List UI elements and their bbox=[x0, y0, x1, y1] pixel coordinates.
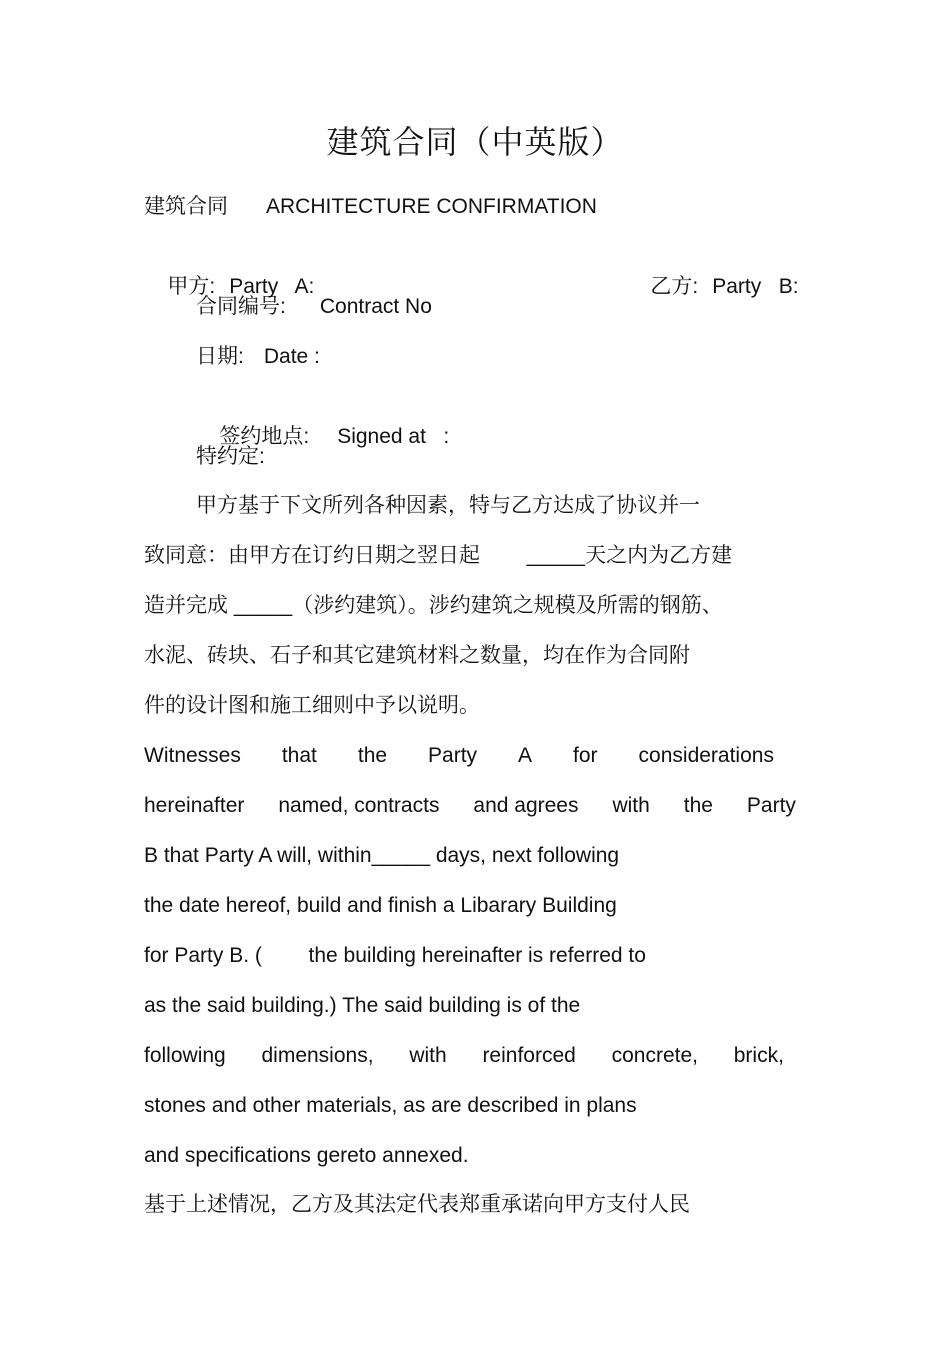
en-paragraph-line: B that Party A will, within_____ days, next following bbox=[144, 844, 620, 867]
en-word: with bbox=[612, 794, 650, 817]
en-word: dimensions, bbox=[261, 1044, 374, 1067]
en-word: named, contracts bbox=[278, 794, 440, 817]
special-terms-label: 特约定: bbox=[196, 445, 265, 468]
en-word: the bbox=[357, 744, 388, 767]
en-word: reinforced bbox=[482, 1044, 576, 1067]
en-paragraph-line: the date hereof, build and finish a Libarary Building bbox=[144, 894, 617, 917]
en-word: that bbox=[281, 744, 317, 767]
party-b-line bbox=[627, 242, 799, 332]
header-en: ARCHITECTURE CONFIRMATION bbox=[266, 195, 597, 218]
en-paragraph-line: stones and other materials, as are described in plans bbox=[144, 1094, 637, 1117]
party-b-en: Party B: bbox=[712, 275, 799, 298]
en-paragraph-line: as the said building.) The said building is of the bbox=[144, 994, 581, 1017]
en-word: following bbox=[144, 1044, 226, 1067]
en-paragraph-line bbox=[144, 791, 796, 821]
en-word: hereinafter bbox=[144, 794, 245, 817]
party-b-cn: 乙方: bbox=[650, 275, 699, 298]
en-paragraph-line: and specifications gereto annexed. bbox=[144, 1144, 469, 1167]
en-word: for bbox=[573, 744, 598, 767]
cn-paragraph-line: 件的设计图和施工细则中予以说明。 bbox=[144, 694, 480, 717]
signed-at-en: Signed at : bbox=[337, 425, 450, 448]
en-word: Party bbox=[746, 794, 796, 817]
en-paragraph-line bbox=[144, 1041, 784, 1071]
header-line bbox=[144, 192, 597, 222]
en-paragraph-line bbox=[144, 741, 774, 771]
en-word: the bbox=[683, 794, 713, 817]
contract-no-line bbox=[196, 292, 432, 322]
en-word: and agrees bbox=[473, 794, 579, 817]
en-word: with bbox=[409, 1044, 447, 1067]
en-word: concrete, bbox=[611, 1044, 698, 1067]
en-word: brick, bbox=[733, 1044, 784, 1067]
cn-closing-line: 基于上述情况，乙方及其法定代表郑重承诺向甲方支付人民 bbox=[144, 1193, 690, 1216]
party-a-en: Party A: bbox=[229, 275, 315, 298]
signed-at-cn: 签约地点: bbox=[219, 425, 310, 448]
cn-paragraph-line: 甲方基于下文所列各种因素，特与乙方达成了协议并一 bbox=[196, 494, 700, 517]
date-en: Date : bbox=[263, 345, 320, 368]
contract-no-en: Contract No bbox=[319, 295, 432, 318]
date-line bbox=[196, 342, 320, 372]
cn-paragraph-line: 造并完成 _____（涉约建筑）。涉约建筑之规模及所需的钢筋、 bbox=[144, 594, 723, 617]
en-word: considerations bbox=[638, 744, 774, 767]
cn-paragraph-line: 水泥、砖块、石子和其它建筑材料之数量，均在作为合同附 bbox=[144, 644, 690, 667]
document-title: 建筑合同（中英版） bbox=[326, 124, 624, 160]
en-word: A bbox=[518, 744, 533, 767]
cn-paragraph-line: 致同意：由甲方在订约日期之翌日起 _____天之内为乙方建 bbox=[144, 544, 733, 567]
en-word: Witnesses bbox=[144, 744, 241, 767]
date-cn: 日期: bbox=[196, 345, 244, 368]
header-cn: 建筑合同 bbox=[144, 195, 228, 218]
en-word: Party bbox=[428, 744, 478, 767]
contract-no-cn: 合同编号: bbox=[196, 295, 286, 318]
party-a-cn: 甲方: bbox=[167, 275, 216, 298]
en-paragraph-line: for Party B. ( the building hereinafter is referred to bbox=[144, 944, 646, 967]
